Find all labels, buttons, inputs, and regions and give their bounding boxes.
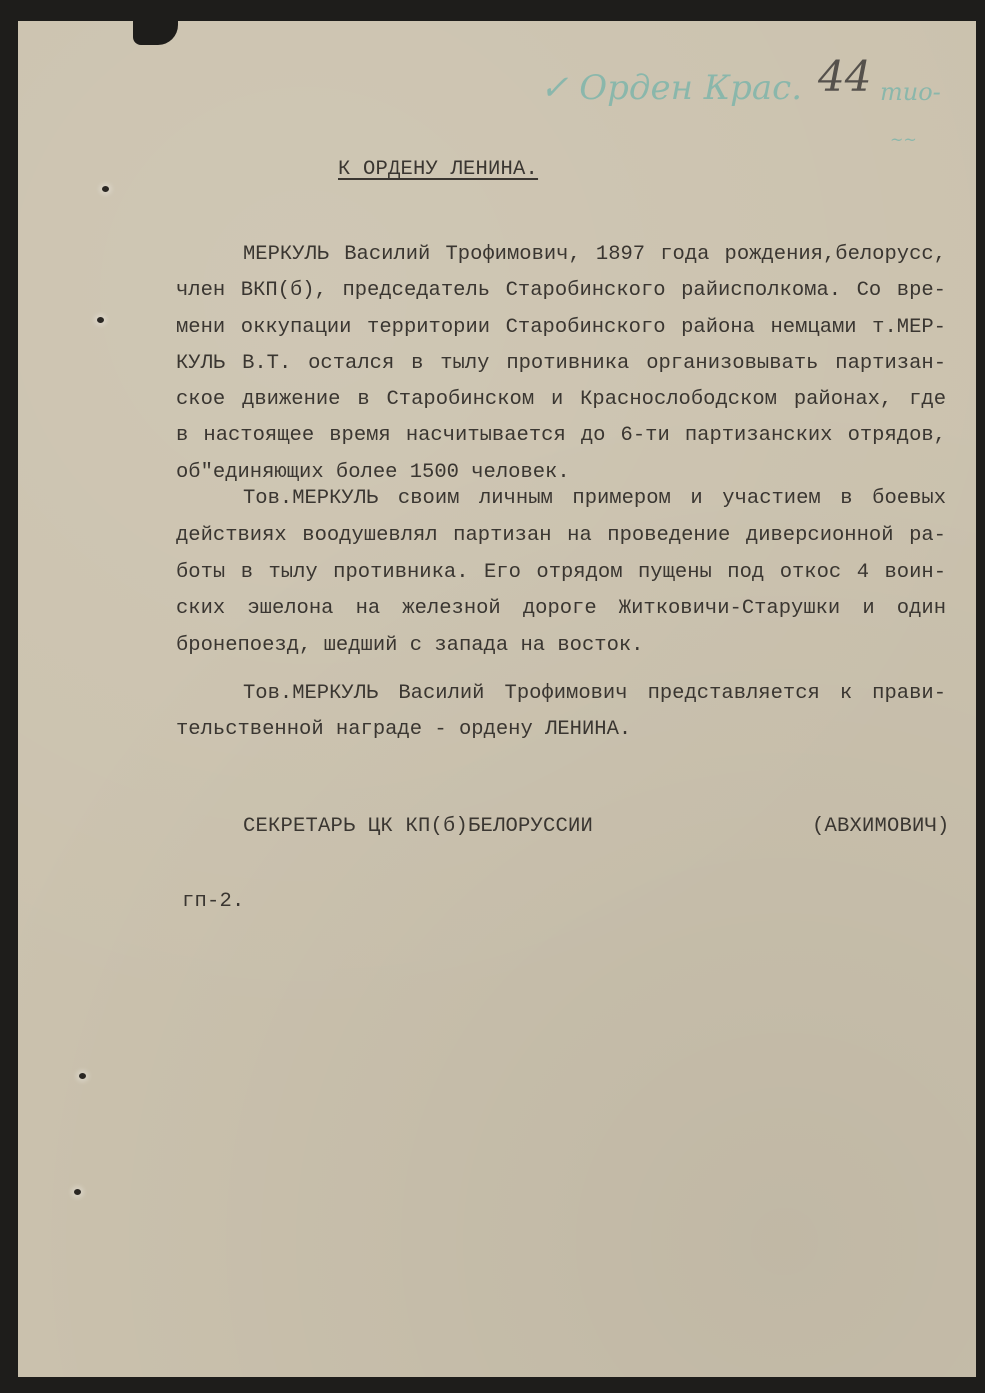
paragraph-1-line: об"единяющих более 1500 человек. (176, 461, 570, 484)
paragraph-2-line: боты в тылу противника. Его отрядом пущены под откос 4 воин- (176, 561, 946, 584)
handwritten-note: тио- (880, 78, 941, 106)
paragraph-1-line: мени оккупации территории Старобинского района немцами т.МЕР- (176, 316, 946, 339)
paragraph-2-line: действиях воодушевлял партизан на проведение диверсионной ра- (176, 524, 946, 547)
footer-code: гп-2. (182, 890, 245, 913)
document-title: К ОРДЕНУ ЛЕНИНА. (338, 158, 539, 181)
paragraph-1-line: КУЛЬ В.Т. остался в тылу противника организовывать партизан- (176, 352, 946, 375)
signature-name: (АВХИМОВИЧ) (812, 815, 950, 838)
binding-hole (102, 186, 109, 192)
handwritten-annotation: ✓ Орден Крас. (540, 68, 803, 108)
paragraph-1-line: в настоящее время насчитывается до 6-ти партизанских отрядов, (176, 424, 946, 447)
sheet-number: 44 (818, 52, 872, 101)
signature-position: СЕКРЕТАРЬ ЦК КП(б)БЕЛОРУССИИ (243, 815, 594, 838)
binding-hole (74, 1189, 81, 1195)
paragraph-2-line: бронепоезд, шедший с запада на восток. (176, 634, 644, 657)
paragraph-2-line: Тов.МЕРКУЛЬ своим личным примером и участием в боевых (243, 487, 946, 510)
paragraph-1-line: МЕРКУЛЬ Василий Трофимович, 1897 года рождения,белорусс, (243, 243, 946, 266)
binding-hole (79, 1073, 86, 1079)
paragraph-1-line: ское движение в Старобинском и Краснослободском районах, где (176, 388, 946, 411)
paragraph-1-line: член ВКП(б), председатель Старобинского райисполкома. Со вре- (176, 279, 946, 302)
paragraph-2-line: ских эшелона на железной дороге Житковичи-Старушки и один (176, 597, 946, 620)
paragraph-3-line: Тов.МЕРКУЛЬ Василий Трофимович представляется к прави- (243, 682, 946, 705)
paragraph-3-line: тельственной награде - ордену ЛЕНИНА. (176, 718, 632, 741)
binding-hole (97, 317, 104, 323)
handwritten-note-2: ~~ (890, 130, 917, 149)
